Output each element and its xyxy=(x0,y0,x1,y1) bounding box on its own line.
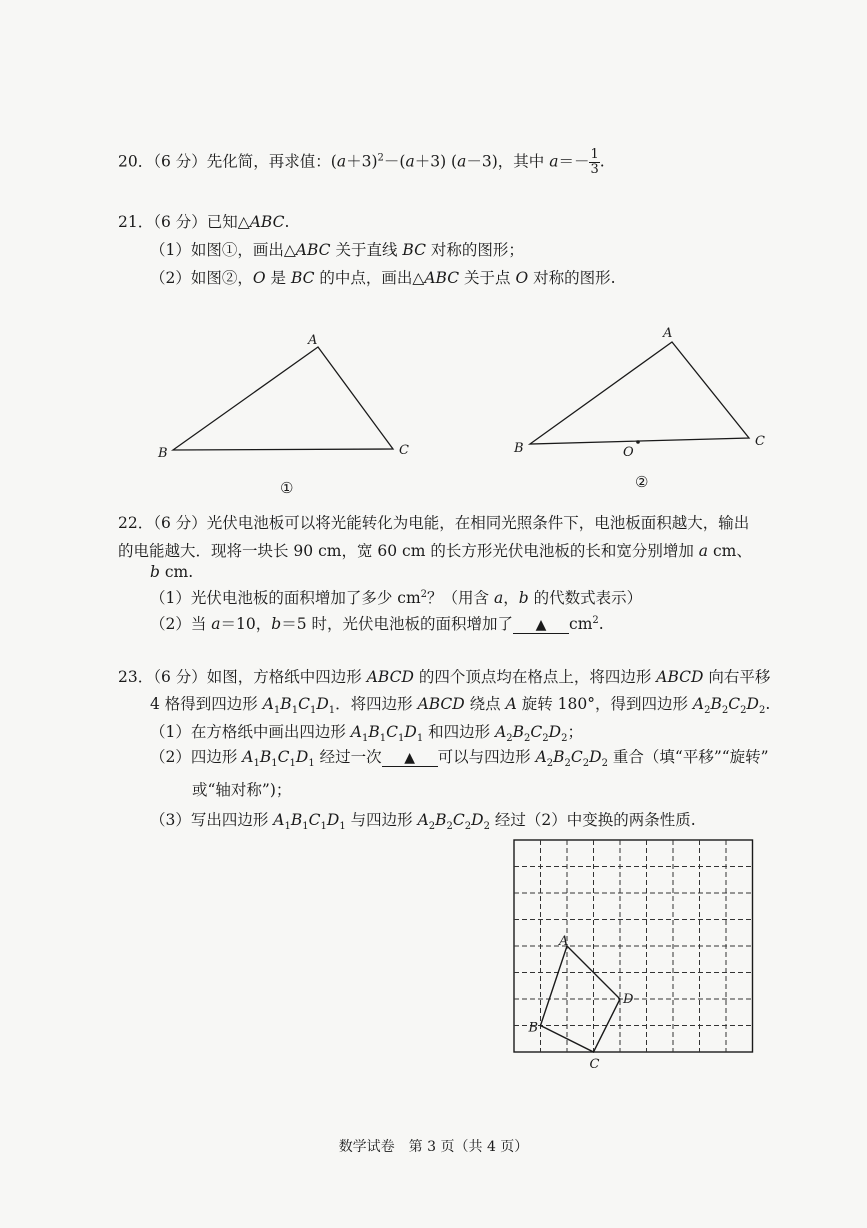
triangle-figure-1 xyxy=(157,333,409,497)
question-22-line-3: b cm. xyxy=(150,563,194,581)
vertex-label-b: B xyxy=(528,1020,539,1036)
vertex-label-c: C xyxy=(589,1057,600,1072)
vertex-label-b: B xyxy=(158,446,168,461)
grid-lines xyxy=(514,840,753,1052)
vertex-label-a: A xyxy=(308,333,318,348)
question-22-part-2: （2）当 a＝10，b＝5 时，光伏电池板的面积增加了 ▲ $cm^2$. xyxy=(150,614,604,633)
vertex-label-c: C xyxy=(399,443,409,458)
question-23-line-2: 4 格得到四边形 $A_1B_1C_1D_1$．将四边形 ABCD 绕点 A 旋转 180°，得到四边形 $A_2B_2C_2D_2$. xyxy=(150,695,771,717)
fraction: $\frac{1}{3}$ xyxy=(590,147,599,177)
figure-label-2: ② xyxy=(635,473,649,491)
question-23: 23．（6 分）如图，方格纸中四边形 ABCD 的四个顶点均在格点上，将四边形 ABCD 向右平移 xyxy=(118,668,771,686)
question-22: 22．（6 分）光伏电池板可以将光能转化为电能，在相同光照条件下，电池板面积越大，输出 xyxy=(118,514,750,532)
question-23-part-2-cont: 或“轴对称”)； xyxy=(192,781,292,799)
question-22-line-2: 的电能越大．现将一块长 90 cm，宽 60 cm 的长方形光伏电池板的长和宽分别增加 a cm、 xyxy=(118,542,752,560)
question-22-part-1: （1）光伏电池板的面积增加了多少 $cm^2$？（用含 a，b 的代数式表示） xyxy=(150,588,643,607)
question-21-part-2: （2）如图②，O 是 BC 的中点，画出△ABC 关于点 O 对称的图形. xyxy=(150,269,616,287)
midpoint-o xyxy=(636,440,640,444)
triangle-figure-2 xyxy=(513,326,765,491)
question-23-part-1: （1）在方格纸中画出四边形 $A_1B_1C_1D_1$ 和四边形 $A_2B_2C_2D_2$； xyxy=(150,723,583,745)
vertex-label-a: A xyxy=(663,326,673,341)
figure-label-1: ① xyxy=(280,479,294,497)
question-23-part-3: （3）写出四边形 $A_1B_1C_1D_1$ 与四边形 $A_2B_2C_2D_2$ 经过（2）中变换的两条性质. xyxy=(150,811,696,833)
question-21: 21．（6 分）已知△ABC. xyxy=(118,213,290,231)
vertex-label-b: B xyxy=(514,441,524,456)
vertex-label-d: D xyxy=(623,992,634,1007)
point-label-o: O xyxy=(623,445,634,460)
answer-blank[interactable]: ▲ xyxy=(382,750,438,767)
answer-blank[interactable]: ▲ xyxy=(513,617,569,634)
question-20: 20．（6 分）先化简，再求值：$(a+3)^2-(a+3)$ (a－3)，其中 a＝－ $\frac{1}{3}$ . xyxy=(118,147,605,177)
question-23-part-2: （2）四边形 $A_1B_1C_1D_1$ 经过一次 ▲ 可以与四边形 $A_2B_2C_2D_2$ 重合（填“平移”“旋转” xyxy=(150,748,769,770)
question-21-part-1: （1）如图①，画出△ABC 关于直线 BC 对称的图形； xyxy=(150,241,524,259)
page-footer: 数学试卷 第 3 页（共 4 页） xyxy=(338,1139,529,1155)
grid-figure xyxy=(500,830,770,1075)
vertex-label-c: C xyxy=(755,434,765,449)
vertex-label-a: A xyxy=(559,934,569,949)
